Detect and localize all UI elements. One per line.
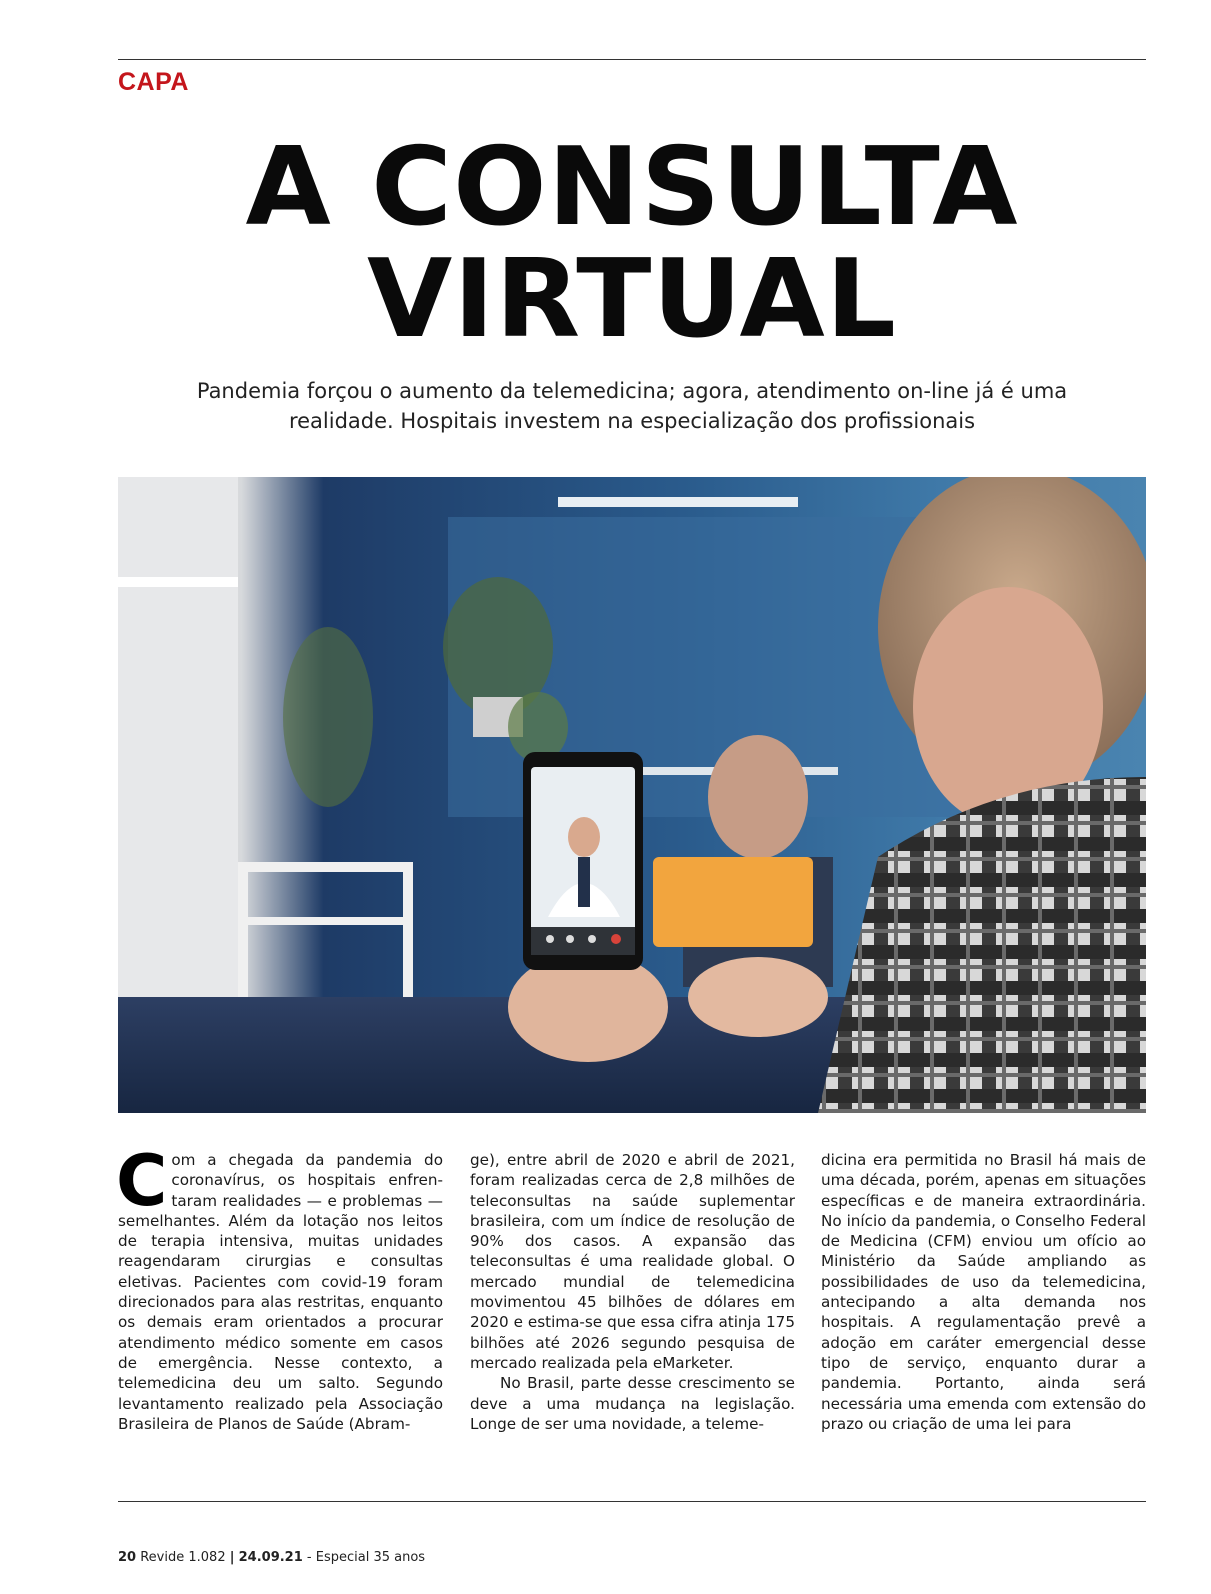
bottom-rule: [118, 1501, 1146, 1502]
subtitle-line-1: Pandemia forçou o aumento da telemedicina; agora, atendimento on-line já é uma: [196, 379, 1068, 403]
headline: [108, 125, 1157, 362]
top-rule: [118, 59, 1146, 60]
subtitle-line-2: realidade. Hospitais investem na especialização dos profissionais: [288, 409, 976, 433]
column-3-text: dicina era permitida no Brasil há mais de uma década, porém, apenas em situações específicas e de maneira extraordinária. No início da pandemia, o Conselho Federal de Medicina (CFM) enviou um ofício ao Ministério da Saúde ampliando as possibilidades de uso da telemedicina, antecipando a alta demanda nos hospitais. A regulamentação prevê a adoção em caráter emergencial desse tipo de serviço, enquanto durar a pandemia. Portanto, ainda será necessária uma emenda com extensão do prazo ou criação de uma lei para: [821, 1151, 1146, 1433]
column-2-paragraph-1: ge), entre abril de 2020 e abril de 2021, foram realizadas cerca de 2,8 milhões de teleconsultas na saúde suplementar brasileira, com um índice de resolução de 90% dos casos. A expansão das teleconsultas é uma realidade global. O mercado mundial de telemedicina movimentou 45 bilhões de dólares em 2020 e estima-se que essa cifra atinja 175 bilhões até 2026 segundo pesquisa de mercado realizada pela eMarketer.: [470, 1151, 795, 1372]
magazine-issue: Revide 1.082: [140, 1550, 226, 1565]
article-column-1: [116, 1140, 443, 1434]
edition-name: - Especial 35 anos: [306, 1550, 426, 1565]
section-label: CAPA: [118, 68, 189, 96]
dropcap: C: [116, 1140, 168, 1222]
column-1-text: om a chegada da pandemia do coronavírus, os hospitais enfrentaram realidades — e problemas — semelhantes. Além da lotação nos leitos de terapia intensiva, muitas unidades reagendaram cirurgias e consultas eletivas. Pacientes com covid-19 foram direcionados para alas restritas, enquanto os demais eram orientados a procurar atendimento médico somente em casos de emergência. Nesse contexto, a telemedicina deu um salto. Segundo levantamento realizado pela Associação Brasileira de Planos de Saúde (Abram-: [118, 1151, 443, 1433]
page-number: 20: [118, 1550, 137, 1565]
issue-date: 24.09.21: [238, 1550, 303, 1565]
subtitle: [150, 376, 1114, 436]
footer-separator: |: [229, 1550, 235, 1565]
headline-line-1: A CONSULTA: [245, 125, 1019, 250]
article-column-3: [821, 1150, 1146, 1434]
article-column-2: [470, 1150, 795, 1434]
video-call-photo-icon: [118, 477, 1146, 1113]
column-2-paragraph-2: No Brasil, parte desse crescimento se deve a uma mudança na legislação. Longe de ser uma novidade, a teleme-: [470, 1374, 795, 1433]
page-footer: [118, 1550, 425, 1565]
article-photo: [118, 477, 1146, 1113]
headline-line-2: VIRTUAL: [367, 237, 897, 362]
